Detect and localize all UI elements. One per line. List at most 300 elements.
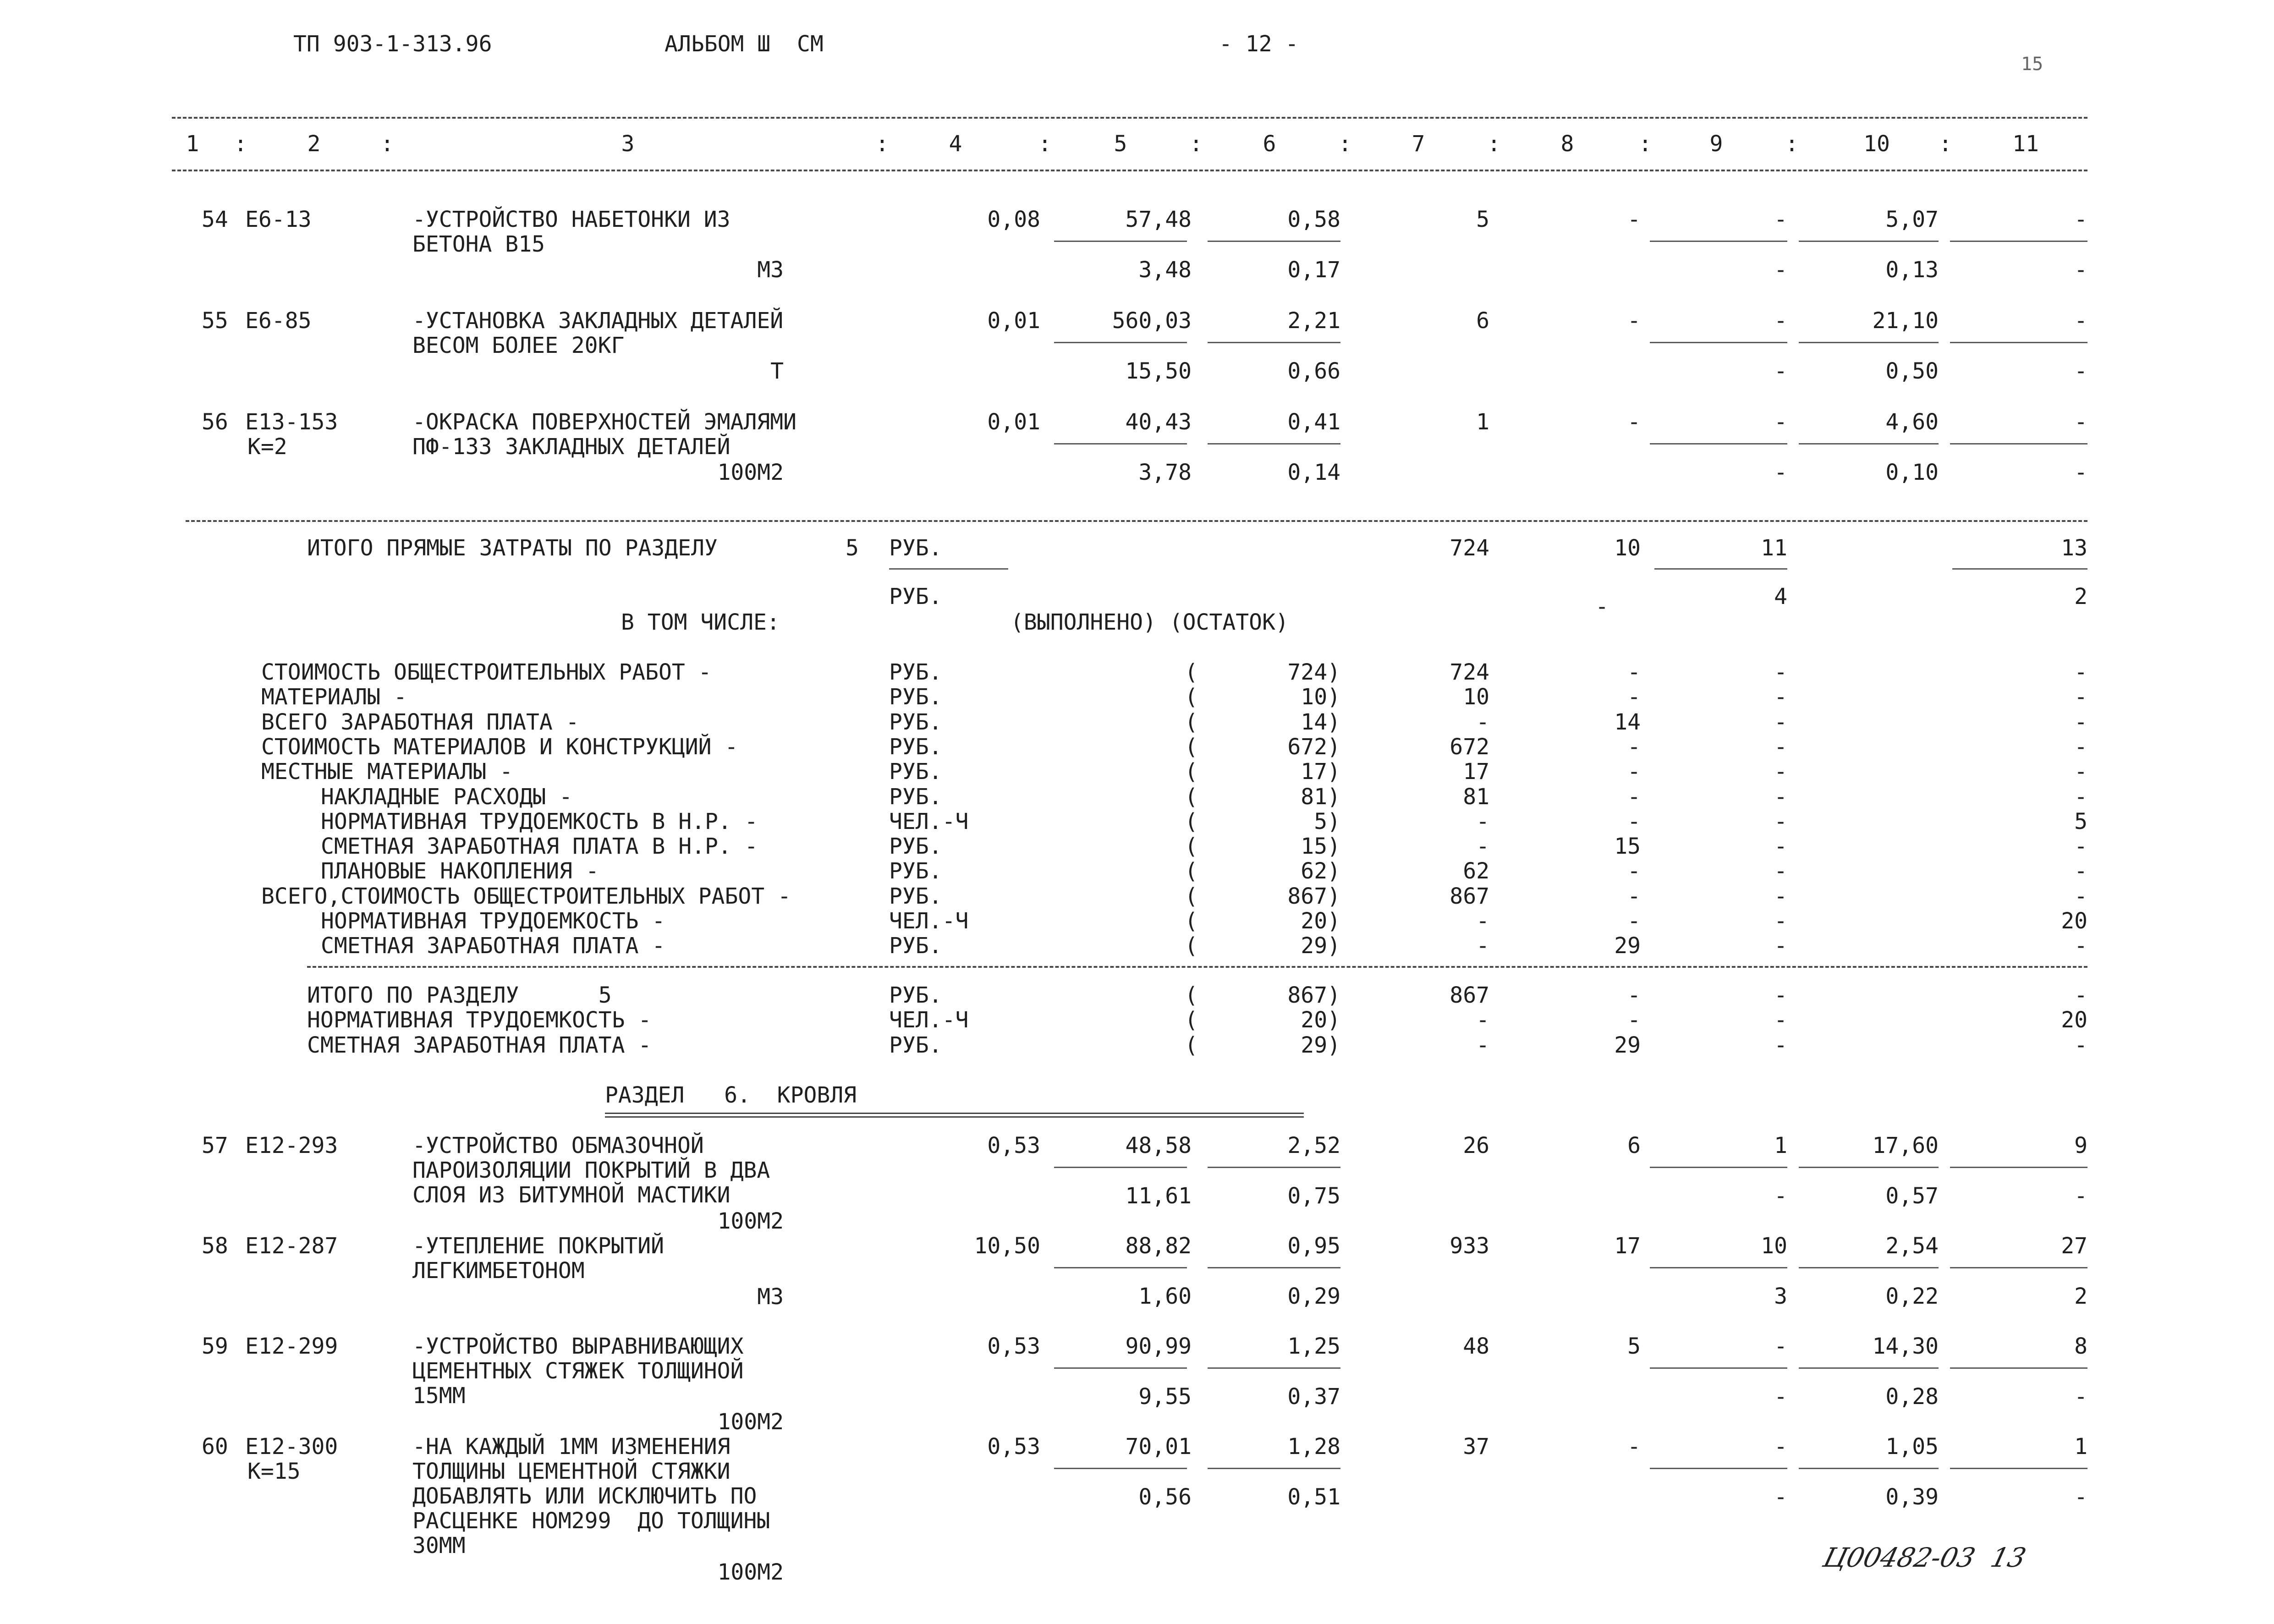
section-title-underline [605,1113,1304,1118]
summary-c9: - [1774,659,1787,685]
fraction-rule [1799,342,1939,343]
item-c6b: 0,14 [1287,460,1340,485]
summary-label: СМЕТНАЯ ЗАРАБОТНАЯ ПЛАТА - [307,1032,652,1058]
item-c8: - [1627,207,1641,232]
summary-paren: ( [1185,908,1198,934]
item-c9: 10 [1761,1233,1787,1259]
summary-c7: - [1476,1032,1489,1058]
item-c4: 0,08 [987,207,1040,232]
item-description: -УТЕПЛЕНИЕ ПОКРЫТИЙ [412,1233,665,1259]
including-label: В ТОМ ЧИСЛЕ: [621,609,780,635]
fraction-rule [1650,241,1787,242]
summary-paren: ( [1185,709,1198,735]
fraction-rule [1054,342,1187,343]
summary-c9: - [1774,933,1787,959]
item-c4: 0,53 [987,1434,1040,1459]
fraction-rule [1054,1167,1187,1168]
fraction-rule [1208,1267,1340,1268]
item-description: -УСТАНОВКА ЗАКЛАДНЫХ ДЕТАЛЕЙ [412,308,784,334]
summary-unit: ЧЕЛ.-Ч [889,808,969,834]
item-c10: 17,60 [1872,1133,1939,1158]
item-code: Е12-287 [245,1233,338,1259]
item-c11b: - [2074,1484,2087,1510]
column-number: 2 [307,131,321,157]
column-number: 7 [1412,131,1425,157]
item-c11b: - [2074,358,2087,384]
item-c6: 0,95 [1287,1233,1340,1259]
summary-c11: - [2074,684,2087,710]
item-number: 58 [202,1233,228,1259]
summary-done: 20) [1301,908,1340,934]
item-c6b: 0,75 [1287,1183,1340,1209]
fraction-rule [1950,241,2087,242]
item-c10: 21,10 [1872,308,1939,334]
summary-c8: 29 [1614,933,1641,959]
fraction-rule [1799,1267,1939,1268]
summary-label: ПЛАНОВЫЕ НАКОПЛЕНИЯ - [321,858,599,884]
item-c7: 26 [1463,1133,1489,1158]
item-c5: 88,82 [1125,1233,1192,1259]
item-c5: 70,01 [1125,1434,1192,1459]
summary-c11: - [2074,933,2087,959]
summary-c11: - [2074,659,2087,685]
summary-done: 724) [1287,659,1340,685]
summary-label: СМЕТНАЯ ЗАРАБОТНАЯ ПЛАТА - [321,933,665,959]
fraction-rule [1054,1468,1187,1469]
summary-paren: ( [1185,759,1198,785]
summary-paren: ( [1185,659,1198,685]
subtotal-c8: - [1595,594,1609,620]
doc-code: ТП 903-1-313.96 [293,31,492,57]
item-c11: 27 [2061,1233,2087,1259]
summary-c11: - [2074,759,2087,785]
summary-c11: - [2074,709,2087,735]
item-c6: 0,41 [1287,409,1340,435]
summary-c8: - [1627,759,1641,785]
direct-total-c11: 13 [2061,535,2087,561]
summary-c11: - [2074,982,2087,1008]
summary-paren: ( [1185,834,1198,860]
summary-unit: РУБ. [889,734,942,760]
summary-c9: - [1774,982,1787,1008]
item-c11: 1 [2074,1434,2087,1459]
item-number: 60 [202,1434,228,1459]
summary-c11: 20 [2061,908,2087,934]
summary-c9: - [1774,858,1787,884]
item-description: -УСТРОЙСТВО ВЫРАВНИВАЮЩИХ [412,1333,744,1359]
summary-paren: ( [1185,883,1198,909]
summary-c11: - [2074,784,2087,810]
summary-label: СМЕТНАЯ ЗАРАБОТНАЯ ПЛАТА В Н.Р. - [321,834,758,860]
document-signature: Ц00482-03 13 [1820,1542,2029,1573]
item-c10: 1,05 [1885,1434,1939,1459]
summary-unit: РУБ. [889,1032,942,1058]
fraction-rule [889,568,1008,570]
summary-c9: - [1774,908,1787,934]
item-description: 15ММ [412,1383,466,1409]
fraction-rule [1650,443,1787,444]
summary-c9: - [1774,784,1787,810]
item-description: РАСЦЕНКЕ НОМ299 ДО ТОЛЩИНЫ [412,1508,770,1534]
item-c11: - [2074,207,2087,232]
summary-c8: - [1627,808,1641,834]
item-c4: 0,01 [987,308,1040,334]
fraction-rule [1054,1267,1187,1268]
direct-total-section: 5 [846,535,859,561]
direct-total-unit: РУБ. [889,535,942,561]
summary-c7: - [1476,1007,1489,1033]
fraction-rule [1799,1167,1939,1168]
summary-label: МЕСТНЫЕ МАТЕРИАЛЫ - [261,759,513,785]
fraction-rule [1799,241,1939,242]
item-description: ТОЛЩИНЫ ЦЕМЕНТНОЙ СТЯЖКИ [412,1459,731,1484]
item-c9b: - [1774,358,1787,384]
item-unit: 100М2 [717,1409,784,1435]
item-description: ПАРОИЗОЛЯЦИИ ПОКРЫТИЙ В ДВА [412,1158,770,1183]
section-6-title: РАЗДЕЛ 6. КРОВЛЯ [605,1082,857,1108]
item-c10b: 0,57 [1885,1183,1939,1209]
summary-c9: - [1774,834,1787,860]
fraction-rule [1950,1267,2087,1268]
totals-divider [307,966,2087,968]
item-c10: 4,60 [1885,409,1939,435]
column-number: 5 [1114,131,1127,157]
item-c11: - [2074,308,2087,334]
item-c9b: 3 [1774,1284,1787,1309]
item-description: ПФ-133 ЗАКЛАДНЫХ ДЕТАЛЕЙ [412,434,731,460]
summary-paren: ( [1185,1032,1198,1058]
summary-c8: - [1627,684,1641,710]
summary-c7: - [1476,709,1489,735]
item-c7: 1 [1476,409,1489,435]
fraction-rule [1952,568,2087,570]
item-c6: 1,25 [1287,1333,1340,1359]
summary-c8: 14 [1614,709,1641,735]
summary-c7: 17 [1463,759,1489,785]
summary-label: НОРМАТИВНАЯ ТРУДОЕМКОСТЬ - [307,1007,652,1033]
item-c9: - [1774,409,1787,435]
corner-mark: 15 [2021,54,2043,75]
direct-total-c7: 724 [1450,535,1489,561]
summary-done: 81) [1301,784,1340,810]
item-c6: 2,21 [1287,308,1340,334]
item-c9: 1 [1774,1133,1787,1158]
summary-done: 867) [1287,982,1340,1008]
summary-c9: - [1774,883,1787,909]
item-c11: - [2074,409,2087,435]
summary-c7: - [1476,908,1489,934]
summary-label: СТОИМОСТЬ МАТЕРИАЛОВ И КОНСТРУКЦИЙ - [261,734,738,760]
item-c11b: - [2074,257,2087,283]
fraction-rule [1054,443,1187,444]
summary-done: 10) [1301,684,1340,710]
summary-c7: 62 [1463,858,1489,884]
summary-c9: - [1774,1007,1787,1033]
column-separator: : [1939,131,1952,157]
summary-paren: ( [1185,734,1198,760]
item-c9b: - [1774,257,1787,283]
summary-c7: - [1476,834,1489,860]
fraction-rule [1054,241,1187,242]
item-description: 30ММ [412,1533,466,1558]
item-c6: 0,58 [1287,207,1340,232]
summary-c7: 10 [1463,684,1489,710]
item-c8: - [1627,308,1641,334]
summary-c8: 15 [1614,834,1641,860]
summary-label: ИТОГО ПО РАЗДЕЛУ 5 [307,982,612,1008]
column-number: 3 [621,131,635,157]
summary-unit: РУБ. [889,759,942,785]
summary-label: НОРМАТИВНАЯ ТРУДОЕМКОСТЬ В Н.Р. - [321,808,758,834]
summary-done: 14) [1301,709,1340,735]
summary-c7: 672 [1450,734,1489,760]
item-description: -НА КАЖДЫЙ 1ММ ИЗМЕНЕНИЯ [412,1434,731,1459]
item-coefficient: К=15 [247,1459,301,1484]
summary-unit: ЧЕЛ.-Ч [889,1007,969,1033]
item-c9b: - [1774,460,1787,485]
summary-unit: ЧЕЛ.-Ч [889,908,969,934]
item-c7: 48 [1463,1333,1489,1359]
item-description: ЦЕМЕНТНЫХ СТЯЖЕК ТОЛЩИНОЙ [412,1358,744,1384]
item-description: -УСТРОЙСТВО ОБМАЗОЧНОЙ [412,1133,704,1158]
summary-done: 29) [1301,933,1340,959]
fraction-rule [1208,342,1340,343]
fraction-rule [1208,1167,1340,1168]
item-c9: - [1774,1434,1787,1459]
summary-done: 17) [1301,759,1340,785]
summary-unit: РУБ. [889,784,942,810]
summary-unit: РУБ. [889,684,942,710]
summary-paren: ( [1185,1007,1198,1033]
item-c11: 8 [2074,1333,2087,1359]
item-c8: - [1627,409,1641,435]
summary-c8: - [1627,784,1641,810]
fraction-rule [1799,1468,1939,1469]
summary-c9: - [1774,808,1787,834]
item-c9b: - [1774,1384,1787,1410]
item-c8: 6 [1627,1133,1641,1158]
summary-c9: - [1774,709,1787,735]
fraction-rule [1650,1267,1787,1268]
item-c8: 17 [1614,1233,1641,1259]
done-remaining-label: (ВЫПОЛНЕНО) (ОСТАТОК) [1011,609,1289,635]
fraction-rule [1654,568,1787,570]
summary-unit: РУБ. [889,709,942,735]
item-c9b: - [1774,1484,1787,1510]
item-c10b: 0,39 [1885,1484,1939,1510]
column-separator: : [380,131,394,157]
column-number: 1 [186,131,199,157]
item-c4: 0,53 [987,1133,1040,1158]
column-number: 6 [1263,131,1276,157]
item-c8: - [1627,1434,1641,1459]
column-separator: : [234,131,247,157]
direct-total-label: ИТОГО ПРЯМЫЕ ЗАТРАТЫ ПО РАЗДЕЛУ [307,535,718,561]
item-c6: 1,28 [1287,1434,1340,1459]
summary-c11: - [2074,734,2087,760]
item-c5: 90,99 [1125,1333,1192,1359]
item-c7: 6 [1476,308,1489,334]
summary-c8: - [1627,858,1641,884]
summary-label: МАТЕРИАЛЫ - [261,684,407,710]
summary-c8: - [1627,659,1641,685]
item-number: 57 [202,1133,228,1158]
summary-c7: - [1476,808,1489,834]
item-description: БЕТОНА В15 [412,231,545,257]
summary-c7: 867 [1450,883,1489,909]
item-c11: 9 [2074,1133,2087,1158]
item-c7: 933 [1450,1233,1489,1259]
subtotal-c9: 4 [1774,584,1787,609]
summary-done: 62) [1301,858,1340,884]
fraction-rule [1650,342,1787,343]
item-c5b: 1,60 [1138,1284,1192,1309]
header-rule-bottom [172,170,2087,171]
summary-c7: - [1476,933,1489,959]
column-number: 9 [1709,131,1723,157]
item-c4: 0,01 [987,409,1040,435]
summary-paren: ( [1185,933,1198,959]
summary-done: 5) [1314,808,1340,834]
summary-label: НАКЛАДНЫЕ РАСХОДЫ - [321,784,573,810]
item-c5b: 15,50 [1125,358,1192,384]
item-c5: 57,48 [1125,207,1192,232]
summary-paren: ( [1185,808,1198,834]
fraction-rule [1950,1367,2087,1369]
summary-label: ВСЕГО ЗАРАБОТНАЯ ПЛАТА - [261,709,579,735]
summary-done: 672) [1287,734,1340,760]
item-c11b: 2 [2074,1284,2087,1309]
summary-c8: - [1627,982,1641,1008]
item-c7: 5 [1476,207,1489,232]
section-divider [186,520,2087,522]
item-c10b: 0,10 [1885,460,1939,485]
summary-c11: - [2074,858,2087,884]
item-number: 55 [202,308,228,334]
item-unit: Т [770,358,784,384]
column-number: 4 [949,131,962,157]
fraction-rule [1799,443,1939,444]
item-c7: 37 [1463,1434,1489,1459]
summary-c11: - [2074,1032,2087,1058]
fraction-rule [1208,1367,1340,1369]
item-c5: 40,43 [1125,409,1192,435]
summary-c11: - [2074,834,2087,860]
item-description: -ОКРАСКА ПОВЕРХНОСТЕЙ ЭМАЛЯМИ [412,409,797,435]
item-unit: 100М2 [717,460,784,485]
item-description: ВЕСОМ БОЛЕЕ 20КГ [412,333,625,358]
column-separator: : [1487,131,1501,157]
item-description: СЛОЯ ИЗ БИТУМНОЙ МАСТИКИ [412,1182,731,1208]
item-c6b: 0,17 [1287,257,1340,283]
item-unit: М3 [757,257,784,283]
item-unit: 100М2 [717,1208,784,1234]
fraction-rule [1950,342,2087,343]
summary-paren: ( [1185,982,1198,1008]
item-c11b: - [2074,460,2087,485]
summary-c8: 29 [1614,1032,1641,1058]
item-code: Е12-293 [245,1133,338,1158]
item-code: Е6-85 [245,308,312,334]
fraction-rule [1650,1167,1787,1168]
item-c6b: 0,51 [1287,1484,1340,1510]
subtotal-c11: 2 [2074,584,2087,609]
item-code: Е12-299 [245,1333,338,1359]
item-c9: - [1774,207,1787,232]
fraction-rule [1208,443,1340,444]
summary-c8: - [1627,908,1641,934]
summary-c8: - [1627,1007,1641,1033]
column-separator: : [1189,131,1203,157]
item-number: 59 [202,1333,228,1359]
item-c10: 14,30 [1872,1333,1939,1359]
summary-label: СТОИМОСТЬ ОБЩЕСТРОИТЕЛЬНЫХ РАБОТ - [261,659,712,685]
column-separator: : [1785,131,1799,157]
item-c6b: 0,37 [1287,1384,1340,1410]
summary-done: 15) [1301,834,1340,860]
item-c5b: 3,78 [1138,460,1192,485]
summary-unit: РУБ. [889,933,942,959]
item-unit: 100М2 [717,1559,784,1585]
item-c4: 10,50 [974,1233,1040,1259]
summary-c11: - [2074,883,2087,909]
summary-c8: - [1627,883,1641,909]
fraction-rule [1054,1367,1187,1369]
item-c9: - [1774,308,1787,334]
column-separator: : [1338,131,1352,157]
fraction-rule [1950,443,2087,444]
direct-total-c8: 10 [1614,535,1641,561]
summary-c9: - [1774,734,1787,760]
summary-unit: РУБ. [889,834,942,860]
item-c10: 5,07 [1885,207,1939,232]
summary-c11: 20 [2061,1007,2087,1033]
summary-done: 867) [1287,883,1340,909]
summary-label: НОРМАТИВНАЯ ТРУДОЕМКОСТЬ - [321,908,665,934]
item-c6b: 0,29 [1287,1284,1340,1309]
summary-c9: - [1774,759,1787,785]
column-number: 11 [2012,131,2039,157]
item-c5b: 11,61 [1125,1183,1192,1209]
item-code: Е6-13 [245,207,312,232]
item-c4: 0,53 [987,1333,1040,1359]
item-code: Е12-300 [245,1434,338,1459]
item-c5: 560,03 [1112,308,1192,334]
item-c8: 5 [1627,1333,1641,1359]
album-label: АЛЬБОМ Ш СМ [665,31,824,57]
fraction-rule [1950,1167,2087,1168]
header-rule-top [172,117,2087,119]
fraction-rule [1799,1367,1939,1369]
summary-c9: - [1774,684,1787,710]
fraction-rule [1650,1367,1787,1369]
item-unit: М3 [757,1284,784,1310]
column-number: 8 [1560,131,1574,157]
summary-c7: 81 [1463,784,1489,810]
summary-paren: ( [1185,858,1198,884]
item-c10b: 0,22 [1885,1284,1939,1309]
summary-c11: 5 [2074,808,2087,834]
item-description: -УСТРОЙСТВО НАБЕТОНКИ ИЗ [412,207,731,232]
item-c5b: 9,55 [1138,1384,1192,1410]
item-number: 54 [202,207,228,232]
summary-c7: 867 [1450,982,1489,1008]
item-c10b: 0,50 [1885,358,1939,384]
summary-c7: 724 [1450,659,1489,685]
item-c11b: - [2074,1183,2087,1209]
summary-done: 20) [1301,1007,1340,1033]
item-c11b: - [2074,1384,2087,1410]
